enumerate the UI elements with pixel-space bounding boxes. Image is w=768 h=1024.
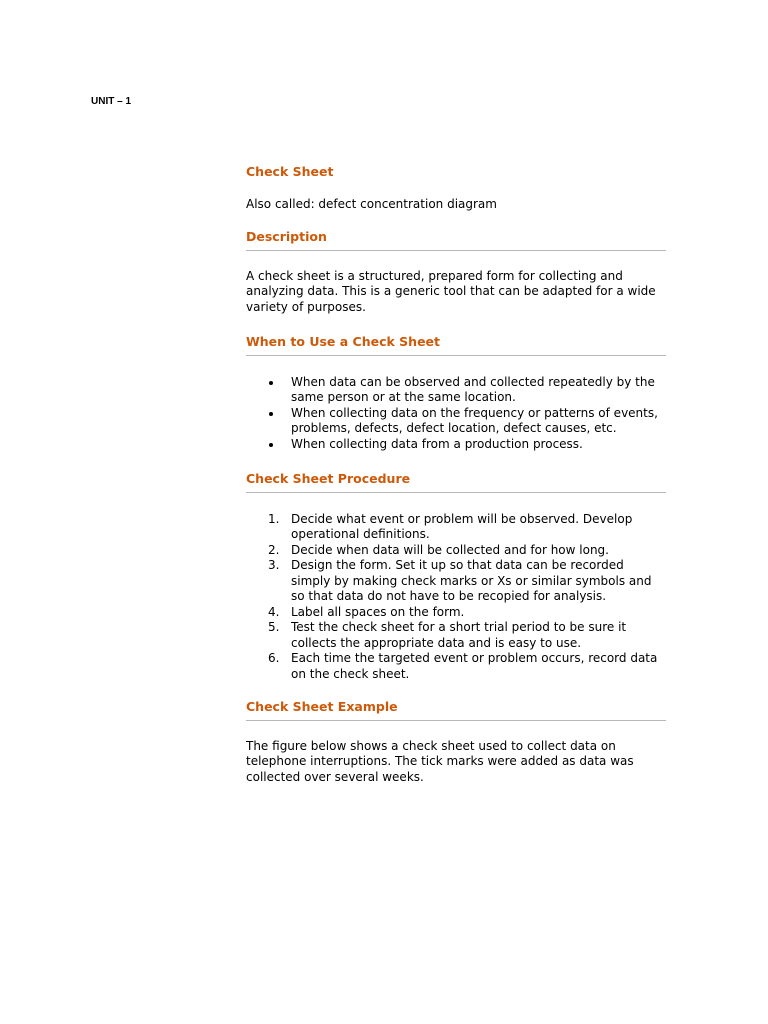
step-text: Decide when data will be collected and for how long.	[291, 542, 609, 557]
example-text: The figure below shows a check sheet used to collect data on telephone interruptions. The tick marks were added as data was collected over several weeks.	[246, 738, 634, 784]
when-to-use-list	[246, 375, 666, 453]
list-item: When collecting data on the frequency or patterns of events, problems, defects, defect location, defect causes, etc.	[246, 406, 666, 437]
step-text: Test the check sheet for a short trial period to be sure it collects the appropriate data and is easy to use.	[291, 620, 627, 650]
description-heading: Description	[246, 229, 327, 244]
example-heading: Check Sheet Example	[246, 699, 398, 714]
bullet-icon	[269, 412, 273, 416]
step-text: Each time the targeted event or problem occurs, record data on the check sheet.	[291, 651, 658, 681]
list-item: When data can be observed and collected repeatedly by the same person or at the same location.	[246, 375, 666, 406]
step-text: Label all spaces on the form.	[291, 604, 465, 619]
step-text: Design the form. Set it up so that data can be recorded simply by making check marks or Xs or similar symbols and so that data do not have to be recopied for analysis.	[291, 558, 652, 603]
step-text: Decide what event or problem will be observed. Develop operational definitions.	[291, 511, 633, 541]
example-divider	[246, 720, 666, 721]
step-number: 1.	[268, 511, 280, 526]
list-item	[246, 512, 666, 543]
also-called-text: Also called: defect concentration diagram	[246, 196, 497, 211]
list-item	[246, 620, 666, 651]
list-item	[246, 558, 666, 605]
bullet-icon	[269, 443, 273, 447]
step-number: 2.	[268, 542, 280, 557]
description-divider	[246, 250, 666, 251]
list-item	[246, 651, 666, 682]
when-to-use-heading: When to Use a Check Sheet	[246, 334, 440, 349]
procedure-divider	[246, 492, 666, 493]
page-title: Check Sheet	[246, 164, 334, 179]
list-item	[246, 605, 666, 621]
step-number: 5.	[268, 620, 280, 634]
bullet-icon	[269, 381, 273, 385]
unit-label: UNIT – 1	[91, 96, 132, 107]
procedure-list	[246, 512, 666, 683]
procedure-heading: Check Sheet Procedure	[246, 471, 411, 486]
step-number: 6.	[268, 651, 280, 665]
list-item	[246, 543, 666, 559]
document-body	[246, 164, 666, 785]
step-number: 4.	[268, 604, 280, 619]
when-to-use-divider	[246, 355, 666, 356]
step-number: 3.	[268, 558, 280, 572]
list-item: When collecting data from a production process.	[246, 437, 666, 453]
description-text: A check sheet is a structured, prepared form for collecting and analyzing data. This is a generic tool that can be adapted for a wide variety of purposes.	[246, 268, 656, 314]
